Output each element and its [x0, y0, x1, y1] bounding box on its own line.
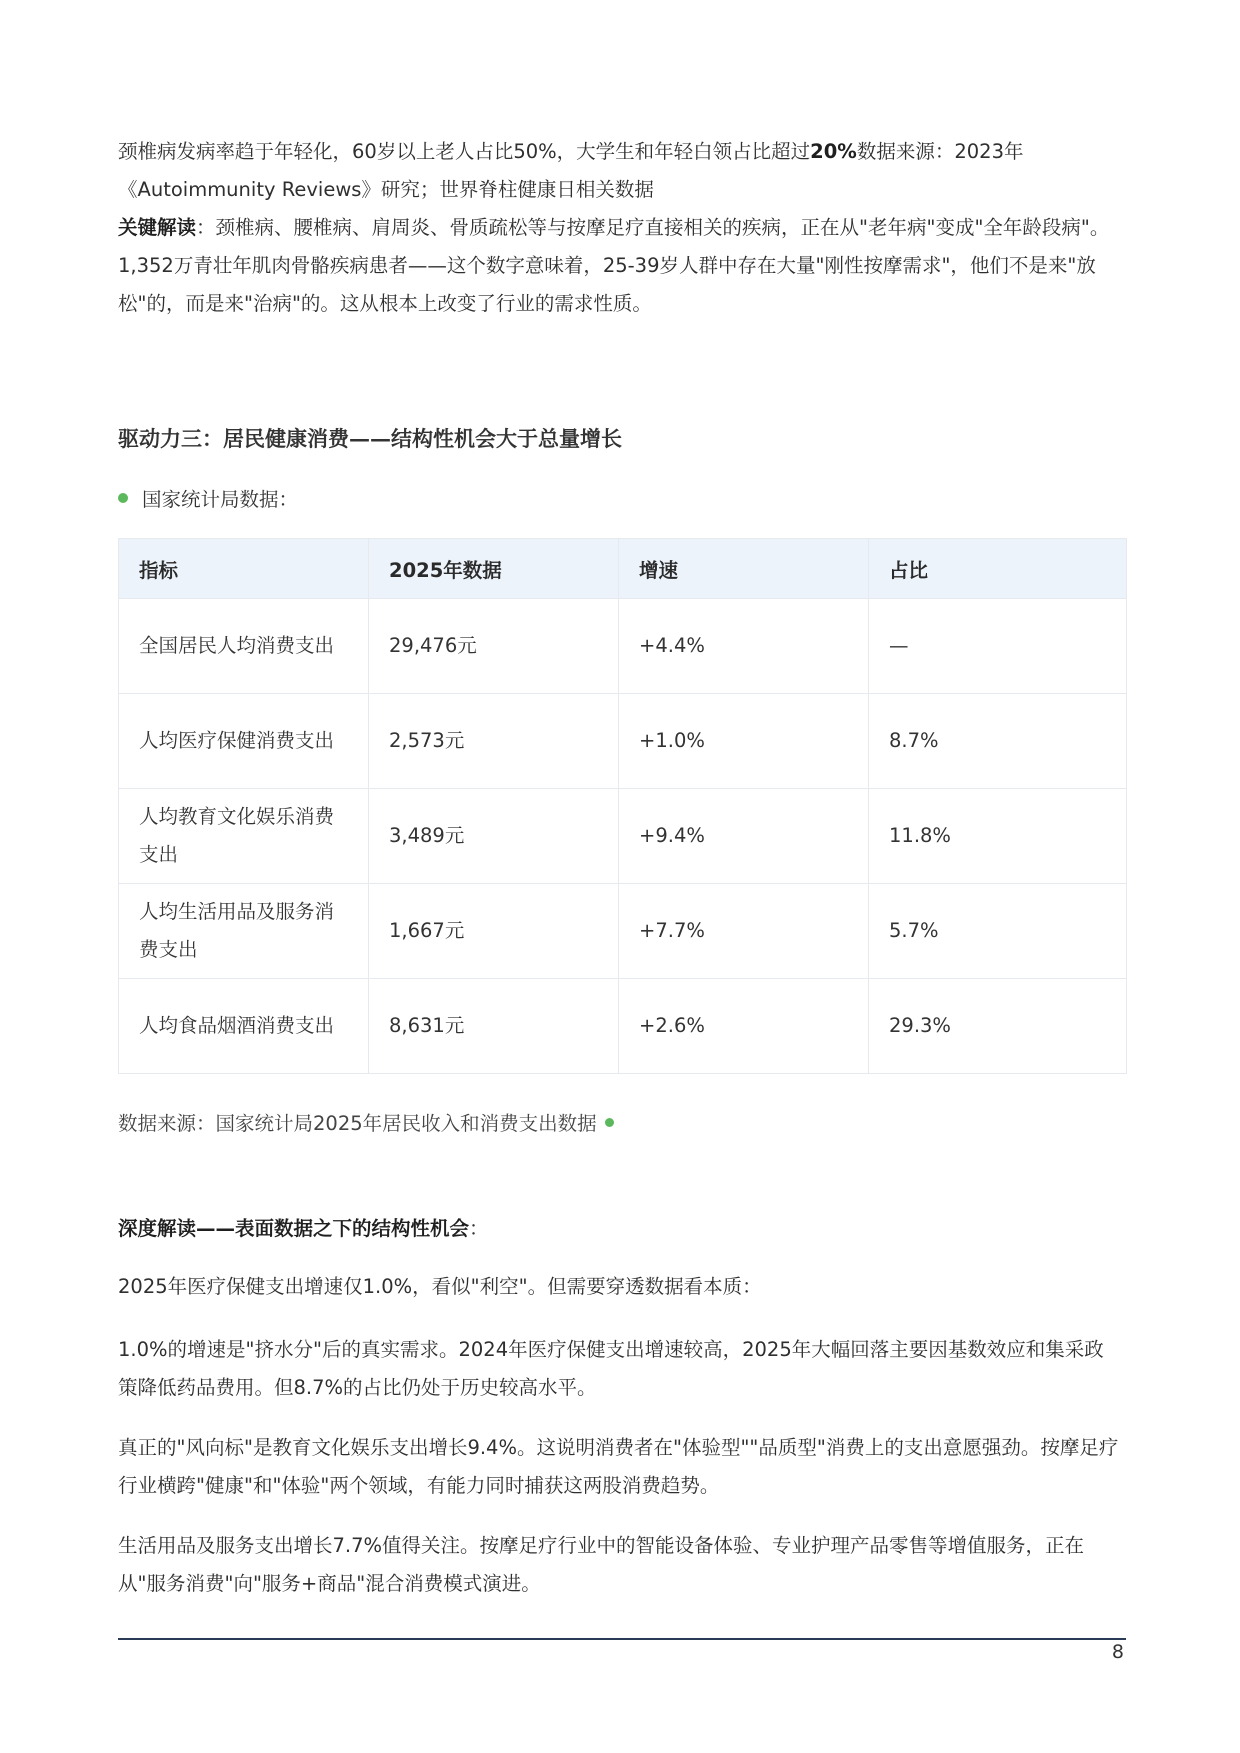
column-header: 2025年数据 — [369, 539, 619, 599]
table-row — [119, 694, 1127, 789]
data-source-text: 数据来源：国家统计局2025年居民收入和消费支出数据 — [118, 1112, 597, 1135]
table-row — [119, 599, 1127, 694]
analysis-paragraph-4: 生活用品及服务支出增长7.7%值得关注。按摩足疗行业中的智能设备体验、专业护理产品零售等增值服务，正在从"服务消费"向"服务+商品"混合消费模式演进。 — [118, 1534, 1085, 1595]
stat-paragraph — [118, 133, 1123, 209]
table-cell: 29.3% — [869, 979, 1127, 1074]
table-cell: 8.7% — [869, 694, 1127, 789]
table-row — [119, 979, 1127, 1074]
table-cell: 人均教育文化娱乐消费支出 — [119, 789, 369, 884]
table-cell: 1,667元 — [369, 884, 619, 979]
table-cell: +7.7% — [619, 884, 869, 979]
table-cell: +9.4% — [619, 789, 869, 884]
consumption-table — [118, 538, 1127, 1074]
table-cell: 3,489元 — [369, 789, 619, 884]
deep-analysis-title-colon: ： — [469, 1217, 489, 1240]
table-cell: 29,476元 — [369, 599, 619, 694]
table-cell: — — [869, 599, 1127, 694]
table-cell: 11.8% — [869, 789, 1127, 884]
table-row — [119, 789, 1127, 884]
key-insight-label: 关键解读 — [118, 216, 197, 239]
page-number: 8 — [1111, 1641, 1124, 1663]
analysis-paragraph-3: 真正的"风向标"是教育文化娱乐支出增长9.4%。这说明消费者在"体验型""品质型"消费上的支出意愿强劲。按摩足疗行业横跨"健康"和"体验"两个领域，有能力同时捕获这两股消费趋势。 — [118, 1436, 1119, 1497]
section-heading: 驱动力三：居民健康消费——结构性机会大于总量增长 — [118, 426, 622, 451]
table-cell: 人均医疗保健消费支出 — [119, 694, 369, 789]
table-cell: 人均食品烟酒消费支出 — [119, 979, 369, 1074]
table-header-row — [119, 539, 1127, 599]
table-cell: 5.7% — [869, 884, 1127, 979]
table-cell: 8,631元 — [369, 979, 619, 1074]
analysis-paragraph-2: 1.0%的增速是"挤水分"后的真实需求。2024年医疗保健支出增速较高，2025年大幅回落主要因基数效应和集采政策降低药品费用。但8.7%的占比仍处于历史较高水平。 — [118, 1338, 1104, 1399]
deep-analysis-title — [118, 1213, 489, 1241]
key-insight-paragraph — [118, 209, 1123, 323]
table-cell: +1.0% — [619, 694, 869, 789]
column-header: 增速 — [619, 539, 869, 599]
column-header: 占比 — [869, 539, 1127, 599]
bullet-dot-icon — [118, 493, 128, 503]
bullet-label: 国家统计局数据： — [142, 488, 299, 511]
stat-source: 数据来源：2023年《Autoimmunity Reviews》研究；世界脊柱健康日相关数据 — [118, 140, 1024, 201]
analysis-paragraph-1: 2025年医疗保健支出增速仅1.0%，看似"利空"。但需要穿透数据看本质： — [118, 1275, 762, 1298]
deep-analysis-title-bold: 深度解读——表面数据之下的结构性机会 — [118, 1217, 470, 1240]
table-cell: 2,573元 — [369, 694, 619, 789]
data-source-note — [118, 1108, 614, 1136]
bullet-item — [118, 484, 298, 512]
column-header: 指标 — [119, 539, 369, 599]
footer-divider — [118, 1638, 1126, 1640]
stat-text: 颈椎病发病率趋于年轻化，60岁以上老人占比50%，大学生和年轻白领占比超过 — [118, 140, 811, 163]
table-cell: 人均生活用品及服务消费支出 — [119, 884, 369, 979]
table-cell: +4.4% — [619, 599, 869, 694]
stat-bold: 20% — [810, 140, 857, 163]
source-dot-icon — [605, 1118, 614, 1127]
intro-block — [118, 133, 1123, 323]
table-cell: 全国居民人均消费支出 — [119, 599, 369, 694]
table-row — [119, 884, 1127, 979]
key-insight-text: ：颈椎病、腰椎病、肩周炎、骨质疏松等与按摩足疗直接相关的疾病，正在从"老年病"变成"全年龄段病"。1,352万青壮年肌肉骨骼疾病患者——这个数字意味着，25-39岁人群中存在大量"刚性按摩需求"，他们不是来"放松"的，而是来"治病"的。这从根本上改变了行业的需求性质。 — [118, 216, 1110, 315]
table-cell: +2.6% — [619, 979, 869, 1074]
